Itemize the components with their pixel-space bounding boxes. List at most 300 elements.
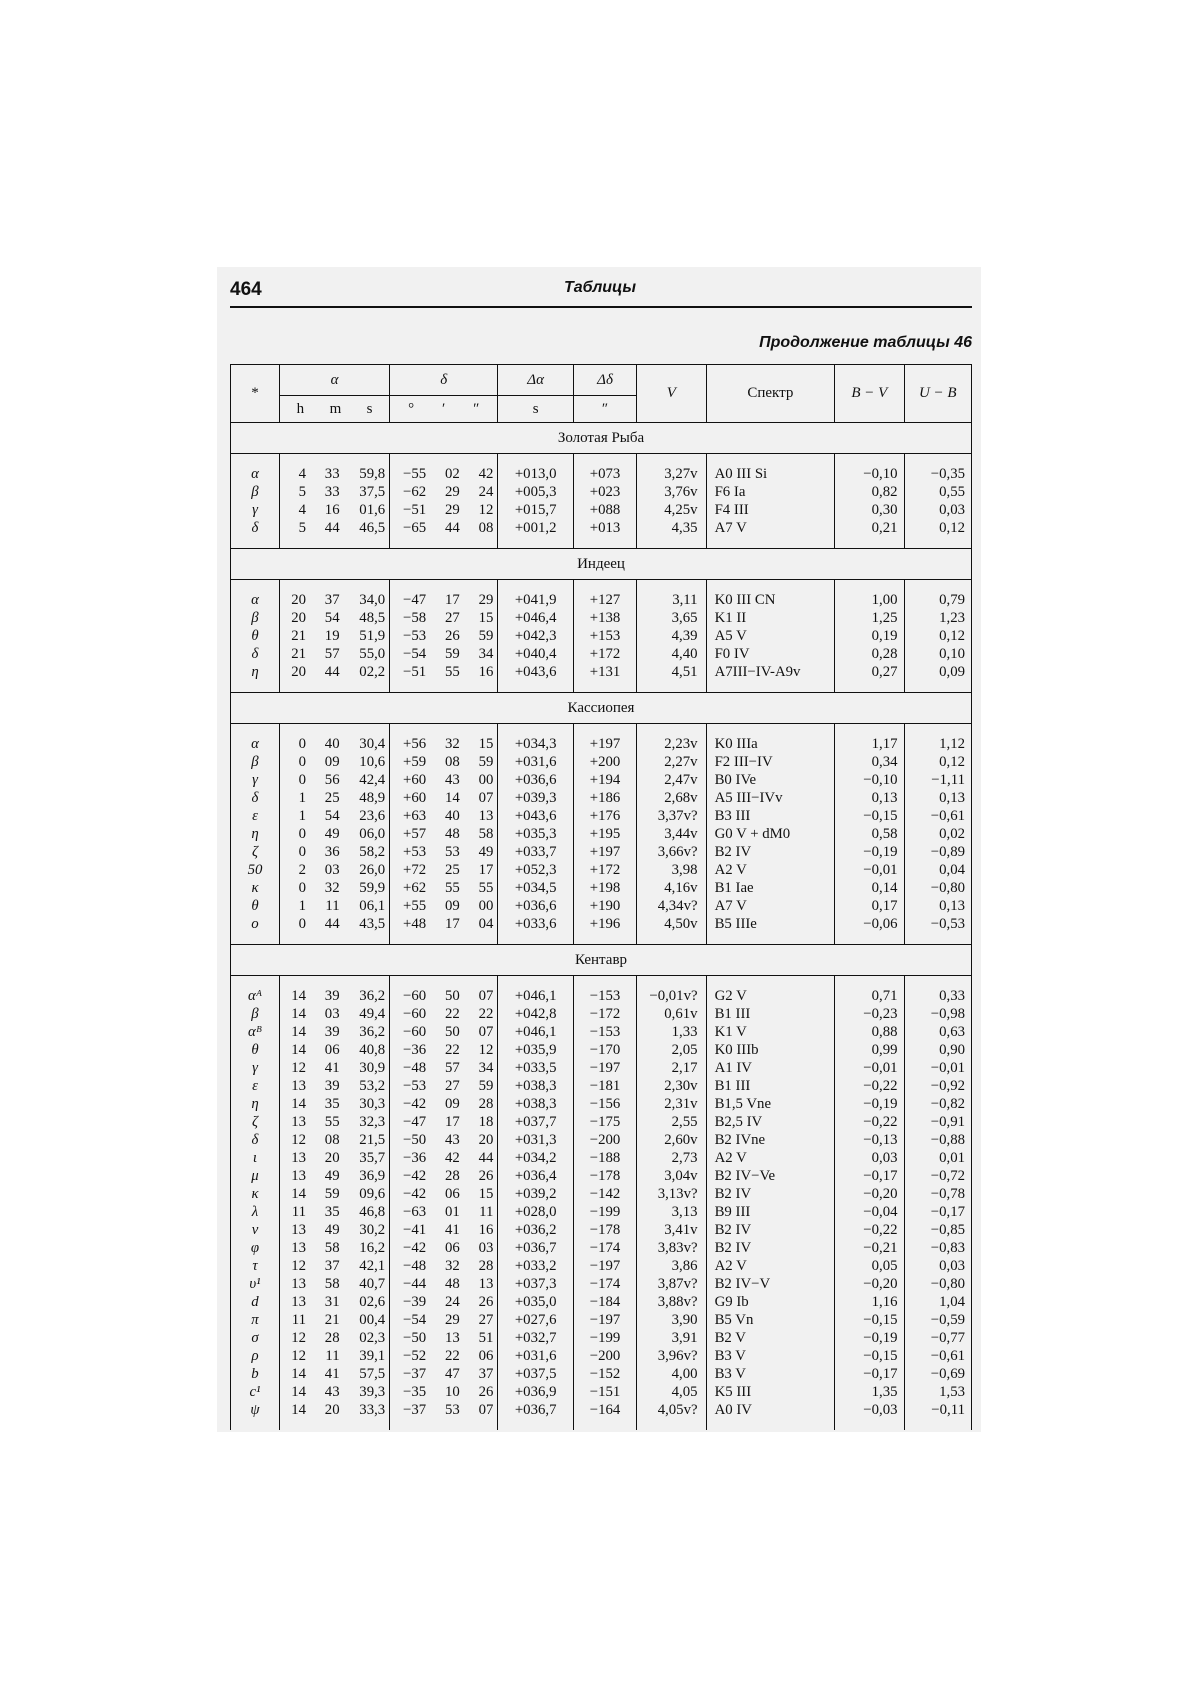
ra-seconds: 21,5 — [359, 1132, 386, 1148]
ra-minutes: 35 — [324, 1204, 340, 1220]
dec-cell — [390, 1365, 498, 1383]
magnitude-value: 4,00 — [637, 1365, 706, 1383]
ra-seconds: 42,4 — [359, 772, 386, 788]
spectrum-value: B2 V — [706, 1329, 835, 1347]
dec-degrees: −50 — [403, 1330, 427, 1346]
dec-arcsec: 12 — [478, 502, 494, 518]
ra-cell — [279, 1257, 389, 1275]
b-v-value: −0,13 — [835, 1131, 904, 1149]
spacer-cell — [835, 724, 904, 736]
dec-arcsec: 15 — [478, 1186, 494, 1202]
dec-values — [394, 591, 493, 609]
delta-ra-value: +052,3 — [498, 861, 574, 879]
dec-cell — [390, 1293, 498, 1311]
dec-arcmin: 17 — [445, 592, 460, 608]
delta-dec-value: −197 — [573, 1311, 636, 1329]
ra-cell — [279, 753, 389, 771]
star-designation: b — [231, 1365, 280, 1383]
table-row — [231, 483, 972, 501]
ra-minutes: 56 — [324, 772, 340, 788]
spacer-cell — [904, 580, 971, 592]
u-b-value: −0,59 — [904, 1311, 971, 1329]
b-v-value: −0,06 — [835, 915, 904, 933]
spectrum-value: B3 V — [706, 1347, 835, 1365]
spectrum-value: A2 V — [706, 861, 835, 879]
dec-cell — [390, 591, 498, 609]
spacer-cell — [573, 454, 636, 466]
dec-arcsec: 28 — [478, 1096, 494, 1112]
magnitude-value: 3,83v? — [637, 1239, 706, 1257]
star-designation: β — [231, 1005, 280, 1023]
ra-minutes: 43 — [324, 1384, 340, 1400]
ra-hours: 0 — [298, 772, 306, 788]
star-designation: α — [231, 591, 280, 609]
dec-values — [394, 1167, 493, 1185]
b-v-value: 1,17 — [835, 735, 904, 753]
ra-hours: 14 — [291, 1096, 306, 1112]
delta-ra-value: +001,2 — [498, 519, 574, 537]
star-designation: β — [231, 483, 280, 501]
b-v-value: −0,20 — [835, 1185, 904, 1203]
ra-values — [284, 1113, 385, 1131]
dec-cell — [390, 1329, 498, 1347]
ra-values — [284, 1203, 385, 1221]
ra-values — [284, 1329, 385, 1347]
ra-minutes: 49 — [324, 1222, 340, 1238]
delta-dec-value: +197 — [573, 735, 636, 753]
ra-seconds: 42,1 — [359, 1258, 386, 1274]
u-b-value: 0,13 — [904, 789, 971, 807]
ra-cell — [279, 1347, 389, 1365]
magnitude-value: 3,37v? — [637, 807, 706, 825]
ra-values — [284, 1275, 385, 1293]
table-row — [231, 753, 972, 771]
ra-values — [284, 519, 385, 537]
spacer-cell — [637, 724, 706, 736]
ra-hours: 4 — [298, 466, 306, 482]
dec-cell — [390, 879, 498, 897]
ra-minutes: 39 — [324, 1024, 340, 1040]
dec-cell — [390, 807, 498, 825]
dec-degrees: −47 — [403, 1114, 427, 1130]
spacer-cell — [279, 580, 389, 592]
ra-hours: 13 — [291, 1240, 306, 1256]
ra-values — [284, 753, 385, 771]
star-designation: μ — [231, 1167, 280, 1185]
magnitude-value: 3,98 — [637, 861, 706, 879]
dec-arcmin: 53 — [445, 1402, 460, 1418]
b-v-value: 1,35 — [835, 1383, 904, 1401]
dec-degrees: −48 — [403, 1258, 427, 1274]
ra-cell — [279, 825, 389, 843]
ra-minutes: 03 — [324, 862, 340, 878]
header-magnitude: V — [637, 365, 706, 423]
star-designation: η — [231, 1095, 280, 1113]
star-designation: β — [231, 609, 280, 627]
ra-values — [284, 1185, 385, 1203]
ra-values — [284, 1239, 385, 1257]
delta-ra-value: +042,8 — [498, 1005, 574, 1023]
table-row — [231, 1059, 972, 1077]
star-designation: ρ — [231, 1347, 280, 1365]
delta-ra-value: +036,2 — [498, 1221, 574, 1239]
dec-values — [394, 1023, 493, 1041]
spectrum-value: A0 III Si — [706, 465, 835, 483]
dec-cell — [390, 1059, 498, 1077]
delta-ra-value: +035,0 — [498, 1293, 574, 1311]
unit-hours: h — [296, 400, 305, 417]
ra-minutes: 25 — [324, 790, 340, 806]
magnitude-value: 4,51 — [637, 663, 706, 681]
spacer-cell — [904, 1419, 971, 1430]
delta-dec-value: +197 — [573, 843, 636, 861]
ra-seconds: 09,6 — [359, 1186, 386, 1202]
spacer-row — [231, 580, 972, 592]
dec-arcmin: 06 — [445, 1186, 460, 1202]
spectrum-value: K0 IIIb — [706, 1041, 835, 1059]
dec-values — [394, 1059, 493, 1077]
spacer-cell — [498, 580, 574, 592]
table-caption: Продолжение таблицы 46 — [759, 334, 972, 351]
star-designation: β — [231, 753, 280, 771]
magnitude-value: 3,13 — [637, 1203, 706, 1221]
dec-degrees: −55 — [403, 466, 427, 482]
spacer-cell — [835, 681, 904, 693]
b-v-value: 0,13 — [835, 789, 904, 807]
ra-hours: 12 — [291, 1132, 306, 1148]
dec-arcsec: 16 — [478, 664, 494, 680]
delta-ra-value: +034,2 — [498, 1149, 574, 1167]
dec-values — [394, 465, 493, 483]
dec-arcmin: 50 — [445, 988, 460, 1004]
delta-ra-value: +032,7 — [498, 1329, 574, 1347]
spacer-cell — [637, 976, 706, 988]
star-designation: θ — [231, 897, 280, 915]
u-b-value: 0,09 — [904, 663, 971, 681]
u-b-value: −0,01 — [904, 1059, 971, 1077]
ra-cell — [279, 1203, 389, 1221]
ra-minutes: 57 — [324, 646, 340, 662]
ra-cell — [279, 735, 389, 753]
dec-cell — [390, 1023, 498, 1041]
running-title: Таблицы — [563, 279, 637, 296]
ra-values — [284, 771, 385, 789]
spectrum-value: B2 IV−Ve — [706, 1167, 835, 1185]
spectrum-value: B0 IVe — [706, 771, 835, 789]
dec-arcsec: 17 — [478, 862, 494, 878]
ra-seconds: 59,8 — [359, 466, 386, 482]
dec-arcsec: 59 — [478, 628, 494, 644]
spacer-cell — [390, 454, 498, 466]
u-b-value: 0,12 — [904, 753, 971, 771]
delta-dec-value: +195 — [573, 825, 636, 843]
b-v-value: −0,17 — [835, 1365, 904, 1383]
delta-ra-value: +005,3 — [498, 483, 574, 501]
delta-ra-value: +036,7 — [498, 1239, 574, 1257]
b-v-value: −0,21 — [835, 1239, 904, 1257]
dec-values — [394, 1095, 493, 1113]
u-b-value: −0,78 — [904, 1185, 971, 1203]
spacer-row — [231, 724, 972, 736]
ra-hours: 1 — [298, 808, 306, 824]
ra-cell — [279, 1005, 389, 1023]
dec-arcsec: 51 — [478, 1330, 494, 1346]
dec-arcmin: 57 — [445, 1060, 460, 1076]
dec-values — [394, 1131, 493, 1149]
ra-hours: 2 — [298, 862, 306, 878]
spacer-cell — [279, 537, 389, 549]
dec-arcsec: 00 — [478, 772, 494, 788]
u-b-value: −0,98 — [904, 1005, 971, 1023]
magnitude-value: 4,50v — [637, 915, 706, 933]
spectrum-value: B3 III — [706, 807, 835, 825]
dec-arcsec: 15 — [478, 736, 494, 752]
delta-ra-value: +046,4 — [498, 609, 574, 627]
dec-arcsec: 13 — [478, 808, 494, 824]
u-b-value: 0,63 — [904, 1023, 971, 1041]
star-designation: ζ — [231, 1113, 280, 1131]
star-designation: ε — [231, 1077, 280, 1095]
delta-ra-value: +028,0 — [498, 1203, 574, 1221]
delta-dec-value: −156 — [573, 1095, 636, 1113]
ra-cell — [279, 1149, 389, 1167]
dec-degrees: −47 — [403, 592, 427, 608]
b-v-value: −0,04 — [835, 1203, 904, 1221]
dec-degrees: −42 — [403, 1096, 427, 1112]
spectrum-value: B5 Vn — [706, 1311, 835, 1329]
ra-hours: 1 — [298, 898, 306, 914]
section-row — [231, 693, 972, 724]
magnitude-value: 2,05 — [637, 1041, 706, 1059]
ra-seconds: 49,4 — [359, 1006, 386, 1022]
dec-arcsec: 27 — [478, 1312, 494, 1328]
ra-seconds: 30,4 — [359, 736, 386, 752]
ra-hours: 21 — [291, 646, 306, 662]
delta-dec-value: −151 — [573, 1383, 636, 1401]
dec-degrees: +72 — [403, 862, 427, 878]
ra-values — [284, 1365, 385, 1383]
ra-seconds: 48,5 — [359, 610, 386, 626]
spacer-cell — [706, 1419, 835, 1430]
u-b-value: 0,02 — [904, 825, 971, 843]
dec-cell — [390, 1149, 498, 1167]
spacer-cell — [573, 537, 636, 549]
dec-values — [394, 1257, 493, 1275]
dec-arcmin: 48 — [445, 826, 460, 842]
dec-values — [394, 501, 493, 519]
b-v-value: 0,58 — [835, 825, 904, 843]
star-designation: αᴬ — [231, 987, 280, 1005]
b-v-value: 0,88 — [835, 1023, 904, 1041]
dec-arcmin: 43 — [445, 1132, 460, 1148]
dec-arcsec: 13 — [478, 1276, 494, 1292]
ra-hours: 12 — [291, 1060, 306, 1076]
dec-degrees: −48 — [403, 1060, 427, 1076]
ra-cell — [279, 1023, 389, 1041]
spacer-cell — [706, 976, 835, 988]
b-v-value: −0,17 — [835, 1167, 904, 1185]
spectrum-value: A2 V — [706, 1149, 835, 1167]
dec-arcsec: 07 — [478, 1024, 494, 1040]
b-v-value: 0,21 — [835, 519, 904, 537]
spectrum-value: F6 Ia — [706, 483, 835, 501]
star-designation: δ — [231, 519, 280, 537]
b-v-value: 0,99 — [835, 1041, 904, 1059]
dec-cell — [390, 843, 498, 861]
dec-cell — [390, 1401, 498, 1419]
ra-minutes: 31 — [324, 1294, 340, 1310]
ra-values — [284, 1005, 385, 1023]
table-row — [231, 1113, 972, 1131]
dec-degrees: −37 — [403, 1402, 427, 1418]
delta-dec-value: +190 — [573, 897, 636, 915]
spacer-cell — [231, 724, 280, 736]
ra-minutes: 16 — [324, 502, 340, 518]
table-row — [231, 1131, 972, 1149]
unit-arcsec: ″ — [473, 400, 480, 417]
magnitude-value: 4,16v — [637, 879, 706, 897]
header-b-v: B − V — [835, 365, 904, 423]
ra-seconds: 46,8 — [359, 1204, 386, 1220]
dec-values — [394, 1005, 493, 1023]
spacer-cell — [279, 681, 389, 693]
spacer-cell — [835, 976, 904, 988]
magnitude-value: 1,33 — [637, 1023, 706, 1041]
dec-cell — [390, 825, 498, 843]
ra-seconds: 59,9 — [359, 880, 386, 896]
table-row — [231, 1095, 972, 1113]
ra-cell — [279, 1329, 389, 1347]
magnitude-value: 4,39 — [637, 627, 706, 645]
dec-arcmin: 26 — [445, 628, 460, 644]
ra-hours: 13 — [291, 1114, 306, 1130]
spacer-cell — [498, 724, 574, 736]
ra-values — [284, 465, 385, 483]
dec-arcmin: 28 — [445, 1168, 460, 1184]
ra-seconds: 02,3 — [359, 1330, 386, 1346]
magnitude-value: 4,35 — [637, 519, 706, 537]
ra-seconds: 53,2 — [359, 1078, 386, 1094]
dec-values — [394, 483, 493, 501]
spacer-cell — [231, 537, 280, 549]
ra-hours: 20 — [291, 664, 306, 680]
ra-hours: 5 — [298, 484, 306, 500]
ra-cell — [279, 591, 389, 609]
spectrum-value: K5 III — [706, 1383, 835, 1401]
ra-minutes: 39 — [324, 1078, 340, 1094]
b-v-value: −0,01 — [835, 1059, 904, 1077]
spectrum-value: A7 V — [706, 519, 835, 537]
header-ra: α — [279, 365, 389, 396]
spacer-cell — [637, 681, 706, 693]
header-delta-dec: Δδ — [573, 365, 636, 396]
dec-cell — [390, 1347, 498, 1365]
dec-arcmin: 24 — [445, 1294, 460, 1310]
dec-arcsec: 37 — [478, 1366, 494, 1382]
dec-arcsec: 00 — [478, 898, 494, 914]
b-v-value: −0,19 — [835, 1095, 904, 1113]
ra-hours: 21 — [291, 628, 306, 644]
dec-cell — [390, 1383, 498, 1401]
ra-values — [284, 735, 385, 753]
dec-arcmin: 27 — [445, 610, 460, 626]
table-row — [231, 1365, 972, 1383]
dec-cell — [390, 627, 498, 645]
section-row — [231, 945, 972, 976]
ra-cell — [279, 663, 389, 681]
spacer-cell — [637, 454, 706, 466]
dec-arcmin: 02 — [445, 466, 460, 482]
dec-arcmin: 27 — [445, 1078, 460, 1094]
ra-minutes: 37 — [324, 592, 340, 608]
u-b-value: −0,83 — [904, 1239, 971, 1257]
ra-minutes: 33 — [324, 484, 340, 500]
ra-seconds: 26,0 — [359, 862, 386, 878]
ra-seconds: 23,6 — [359, 808, 386, 824]
delta-ra-value: +035,9 — [498, 1041, 574, 1059]
dec-cell — [390, 1095, 498, 1113]
b-v-value: −0,15 — [835, 1347, 904, 1365]
u-b-value: 0,33 — [904, 987, 971, 1005]
delta-ra-value: +015,7 — [498, 501, 574, 519]
star-designation: τ — [231, 1257, 280, 1275]
dec-arcmin: 08 — [445, 754, 460, 770]
delta-dec-value: −164 — [573, 1401, 636, 1419]
ra-seconds: 40,8 — [359, 1042, 386, 1058]
header-u-b: U − B — [904, 365, 971, 423]
ra-seconds: 02,2 — [359, 664, 386, 680]
magnitude-value: 2,30v — [637, 1077, 706, 1095]
delta-ra-value: +039,3 — [498, 789, 574, 807]
ra-hours: 20 — [291, 610, 306, 626]
dec-arcsec: 55 — [478, 880, 494, 896]
ra-seconds: 39,3 — [359, 1384, 386, 1400]
dec-arcsec: 04 — [478, 916, 494, 932]
dec-values — [394, 1293, 493, 1311]
dec-degrees: −60 — [403, 1006, 427, 1022]
spectrum-value: G9 Ib — [706, 1293, 835, 1311]
ra-minutes: 19 — [324, 628, 340, 644]
spacer-cell — [390, 537, 498, 549]
table-row — [231, 1329, 972, 1347]
dec-cell — [390, 753, 498, 771]
ra-hours: 0 — [298, 916, 306, 932]
ra-minutes: 54 — [324, 610, 340, 626]
section-title: Кассиопея — [231, 693, 972, 724]
table-row — [231, 645, 972, 663]
spacer-cell — [706, 724, 835, 736]
b-v-value: 0,14 — [835, 879, 904, 897]
dec-cell — [390, 465, 498, 483]
dec-cell — [390, 771, 498, 789]
spectrum-value: K0 IIIa — [706, 735, 835, 753]
spacer-cell — [390, 580, 498, 592]
ra-values — [284, 627, 385, 645]
u-b-value: −0,53 — [904, 915, 971, 933]
ra-hours: 14 — [291, 1384, 306, 1400]
ra-seconds: 43,5 — [359, 916, 386, 932]
spectrum-value: B2 IV — [706, 1185, 835, 1203]
ra-minutes: 58 — [324, 1240, 340, 1256]
dec-values — [394, 735, 493, 753]
magnitude-value: 3,44v — [637, 825, 706, 843]
ra-minutes: 44 — [324, 916, 340, 932]
magnitude-value: 4,40 — [637, 645, 706, 663]
ra-minutes: 28 — [324, 1330, 340, 1346]
table-row — [231, 1401, 972, 1419]
u-b-value: 0,03 — [904, 501, 971, 519]
table-row — [231, 807, 972, 825]
